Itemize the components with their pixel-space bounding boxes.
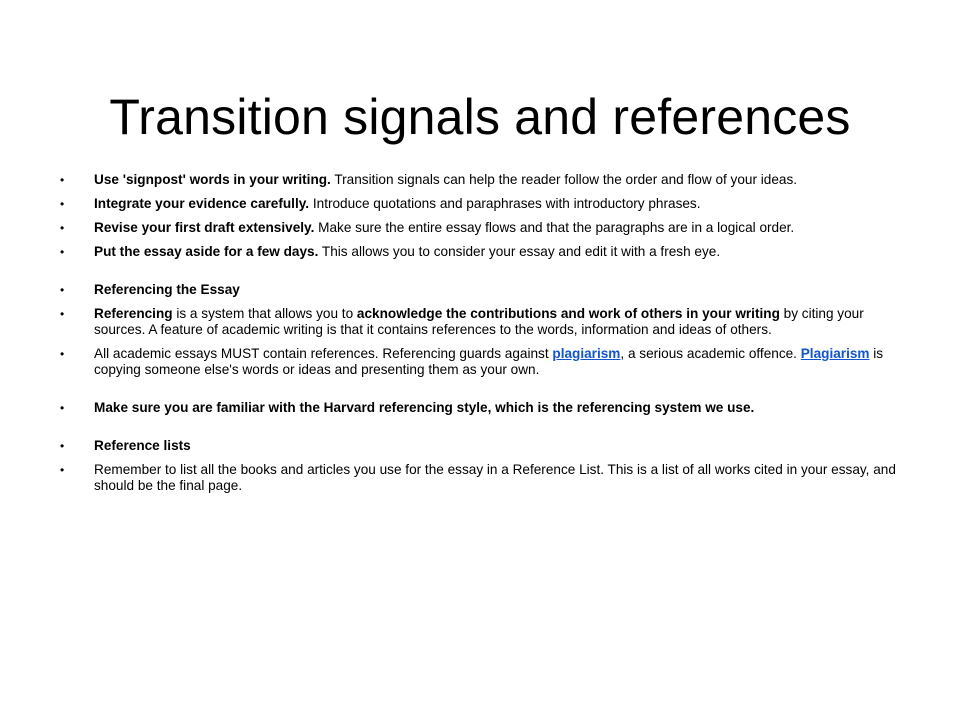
bullet-revise-draft (94, 220, 902, 236)
bullet-signpost-words (94, 172, 902, 188)
bullet-bold-text: acknowledge the contributions and work of others in your writing (356, 306, 780, 321)
bullet-text: Transition signals can help the reader follow the order and flow of your ideas. (330, 172, 798, 187)
bullet-bold-text: Referencing the Essay (94, 282, 240, 297)
bullet-bold-text: Integrate your evidence carefully. (94, 196, 310, 211)
bullet-text: is copying someone else's words or ideas and presenting them as your own. (94, 346, 884, 377)
bullet-bold-text: Put the essay aside for a few days. (94, 244, 319, 259)
slide-title: Transition signals and references (109, 88, 851, 145)
bullet-text: by citing your sources. A feature of academic writing is that it contains references to the words, information and ideas of others. (94, 306, 864, 337)
bullet-integrate-evidence (94, 196, 902, 212)
bullet-harvard-style (94, 400, 902, 416)
plagiarism-link[interactable]: plagiarism (552, 346, 621, 361)
bullet-bold-text: Reference lists (94, 438, 191, 453)
plagiarism-link-2[interactable]: Plagiarism (800, 346, 870, 361)
bullet-bold-text: Referencing (94, 306, 173, 321)
bullet-reference-list-description (94, 462, 902, 494)
bullet-plagiarism (94, 346, 902, 378)
bullet-bold-text: Make sure you are familiar with the Harvard referencing style, which is the referencing system we use. (94, 400, 755, 415)
bullet-bold-text: Revise your first draft extensively. (94, 220, 315, 235)
bullet-text: Introduce quotations and paraphrases with introductory phrases. (309, 196, 701, 211)
bullet-text: This allows you to consider your essay and edit it with a fresh eye. (318, 244, 721, 259)
bullet-text: Make sure the entire essay flows and that the paragraphs are in a logical order. (314, 220, 795, 235)
bullet-text: All academic essays MUST contain references. Referencing guards against (94, 346, 553, 361)
bullet-text: , a serious academic offence. (620, 346, 801, 361)
bullet-text: Remember to list all the books and articles you use for the essay in a Reference List. This is a list of all works cited in your essay, and should be the final page. (94, 462, 896, 493)
bullet-text: is a system that allows you to (172, 306, 357, 321)
bullet-bold-text: Use 'signpost' words in your writing. (94, 172, 331, 187)
bullet-referencing-definition (94, 306, 902, 338)
bullet-list (94, 172, 902, 502)
bullet-reference-lists-heading (94, 438, 902, 454)
bullet-put-essay-aside (94, 244, 902, 260)
bullet-referencing-heading (94, 282, 902, 298)
